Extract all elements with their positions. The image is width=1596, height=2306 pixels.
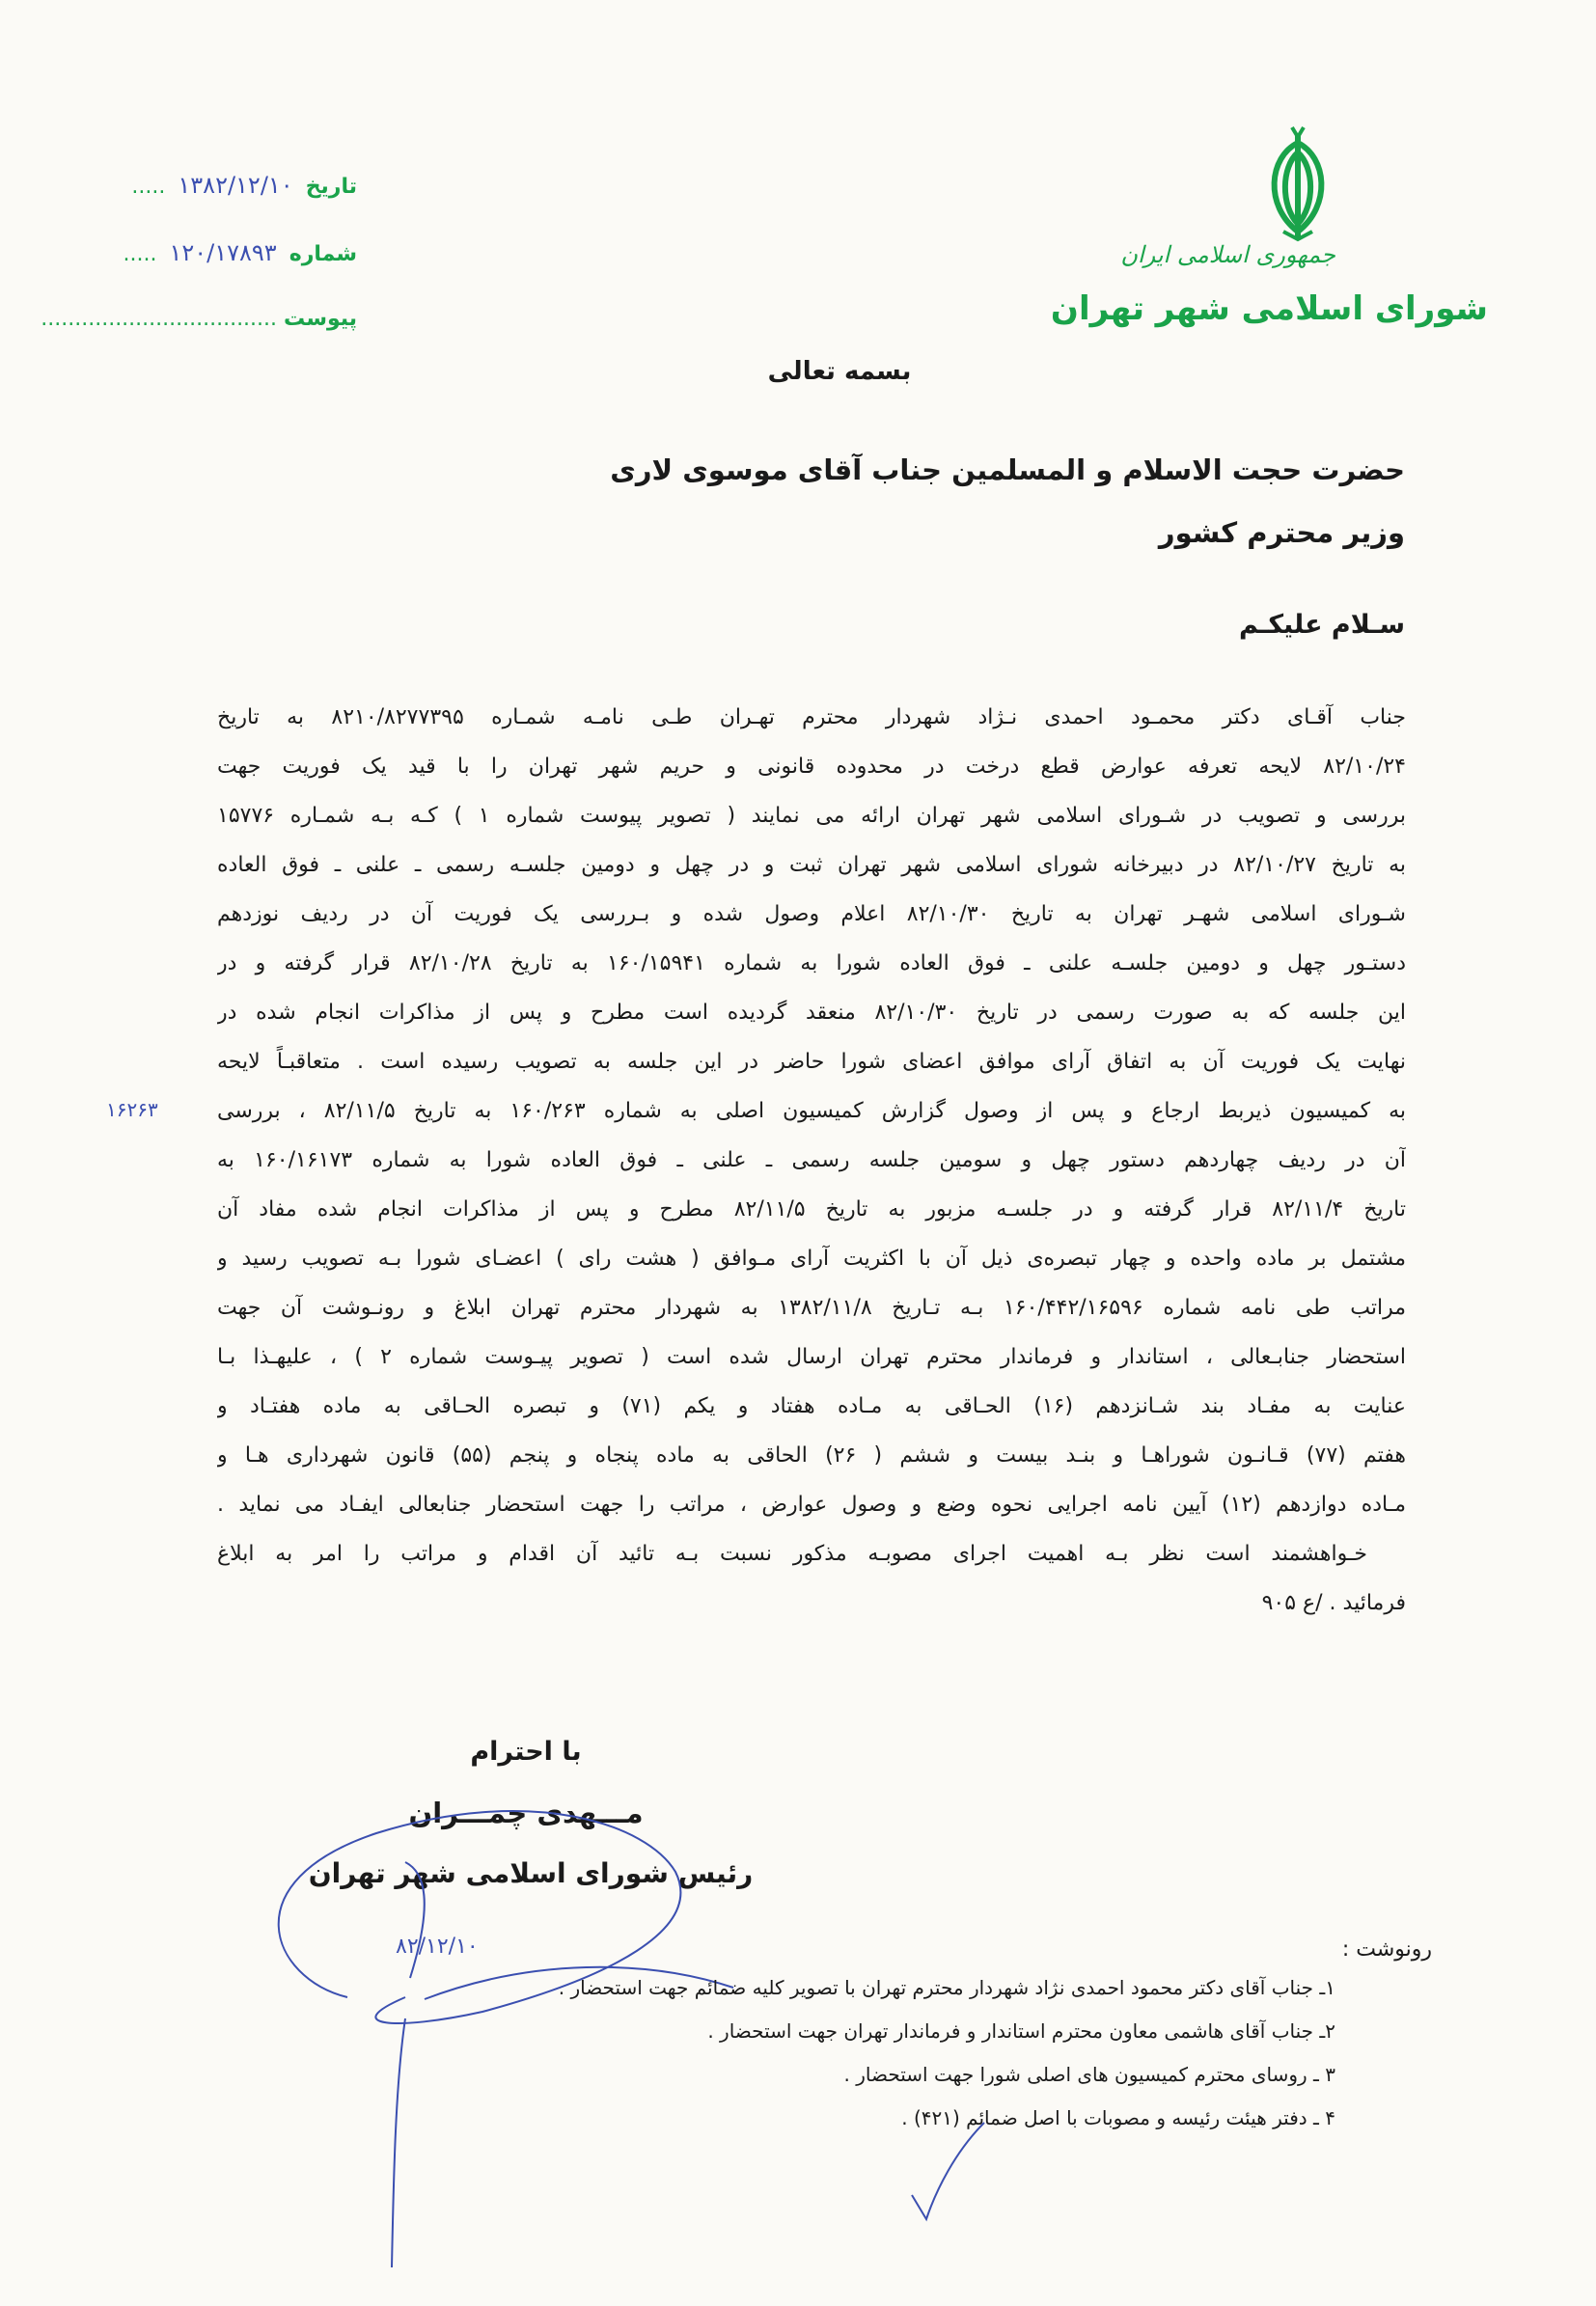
cc-label: رونوشت : <box>1341 1937 1432 1962</box>
body-line: بررسی و تصویب در شـورای اسلامی شهر تهران ارائه می نمایند ( تصویر پیوست شماره ۱ ) کـه بـه شمـاره ۱۵۷۷۶ <box>217 804 1406 828</box>
cc-item: ۳ ـ روسای محترم کمیسیون های اصلی شورا جهت استحضار . <box>843 2063 1335 2086</box>
body-line: دستـور چهل و دومین جلسـه علنی ـ فوق العاده شورا به شماره ۱۶۰/۱۵۹۴۱ به تاریخ ۸۲/۱۰/۲۸ قرار گرفته و در <box>217 951 1406 975</box>
attachment-field <box>41 307 357 331</box>
body-line: ۸۲/۱۰/۲۴ لایحه تعرفه عوارض قطع درخت در محدوده قانونی و حریم شهر تهران را با قید یک فوریت جهت <box>217 755 1406 779</box>
body-line: این جلسه که به صورت رسمی در تاریخ ۸۲/۱۰/۳۰ منعقد گردیده است مطرح و پس از مذاکرات انجام شده در <box>217 1001 1406 1025</box>
letter-body <box>217 693 1406 1628</box>
body-line: نهایت یک فوریت آن به اتفاق آرای موافق اعضای شورا حاضر در این جلسه به تصویب رسیده است . متعاقبـاً لایحه <box>217 1050 1406 1074</box>
number-field <box>124 239 357 266</box>
body-line: تاریخ ۸۲/۱۱/۴ قرار گرفته و در جلسـه مزبور به تاریخ ۸۲/۱۱/۵ مطرح و پس از مذاکرات انجام شده مفاد آن <box>217 1197 1406 1222</box>
date-value: ۱۳۸۲/۱۲/۱۰ <box>178 172 293 199</box>
addressee-line1: حضرت حجت الاسلام و المسلمین جناب آقای موسوی لاری <box>610 453 1405 486</box>
body-line: به تاریخ ۸۲/۱۰/۲۷ در دبیرخانه شورای اسلامی شهر تهران ثبت و در چهل و دومین جلسـه رسمی ـ علنی ـ فوق العاده <box>217 853 1406 877</box>
iran-emblem-icon <box>1250 124 1346 244</box>
body-line: شـورای اسلامی شهـر تهران به تاریخ ۸۲/۱۰/۳۰ اعلام وصول شده و بـررسی یک فوریت آن در ردیف نوزدهم <box>217 902 1406 926</box>
body-line: هفتم (۷۷) قـانـون شوراهـا و بنـد بیست و ششم ( ۲۶) الحاقی به ماده پنجاه و پنجم (۵۵) قانون شهرداری هـا و <box>217 1443 1406 1468</box>
greeting: سـلام علیکـم <box>1238 610 1405 640</box>
date-field <box>131 172 357 199</box>
body-line: مشتمل بر ماده واحده و چهار تبصره‌ی ذیل آن با اکثریت آرای مـوافق ( هشت رای ) اعضـای شورا بـه تصویب رسید و <box>217 1247 1406 1271</box>
cc-item: ۴ ـ دفتر هیئت رئیسه و مصوبات با اصل ضمائم (۴۲۱) . <box>901 2106 1335 2129</box>
body-line: استحضار جنابـعالی ، استاندار و فرماندار محترم تهران ارسال شده است ( تصویر پیـوست شماره ۲ ) ، علیهـذا بـا <box>217 1345 1406 1369</box>
body-line: آن در ردیف چهاردهم دستور چهل و سومین جلسه رسمی ـ علنی ـ فوق العاده شورا به شماره ۱۶۰/۱۶۱۷۳ به <box>217 1148 1406 1172</box>
addressee-line2: وزیر محترم کشور <box>1158 516 1405 549</box>
organization-name: شورای اسلامی شهر تهران <box>1050 289 1488 328</box>
emblem-caption: جمهوری اسلامی ایران <box>1120 241 1335 268</box>
number-value: ۱۲۰/۱۷۸۹۳ <box>169 239 277 266</box>
body-line: جناب آقـای دکتر محمـود احمدی نـژاد شهردار محترم تهـران طـی نامـه شمـاره ۸۲۱۰/۸۲۷۷۳۹۵ به تاریخ <box>217 705 1406 729</box>
body-line: خـواهشمند است نظر بـه اهمیت اجرای مصوبـه مذکور نسبت بـه تائید آن اقدام و مراتب را امر به ابلاغ <box>217 1542 1367 1566</box>
closing: با احترام <box>470 1737 582 1767</box>
handwritten-note: ۱۶۲۶۳ <box>106 1098 158 1121</box>
cc-item: ۲ـ جناب آقای هاشمی معاون محترم استاندار و فرماندار تهران جهت استحضار . <box>707 2019 1335 2043</box>
attachment-label: پیوست <box>284 307 357 331</box>
date-dots: ..... <box>131 175 166 199</box>
number-label: شماره <box>289 242 357 266</box>
invocation: بسمه تعالی <box>767 357 912 386</box>
cc-item: ۱ـ جناب آقای دکتر محمود احمدی نژاد شهردار محترم تهران با تصویر کلیه ضمائم جهت استحضار . <box>558 1976 1335 1999</box>
body-line: به کمیسیون ذیربط ارجاع و پس از وصول گزارش کمیسیون اصلی به شماره ۱۶۰/۲۶۳ به تاریخ ۸۲/۱۱/۵ ، بررسی <box>217 1099 1406 1123</box>
date-label: تاریخ <box>305 175 357 199</box>
body-line: مـاده دوازدهم (۱۲) آیین نامه اجرایی نحوه وضع و وصول عوارض ، مراتب را جهت استحضار جنابعالی ایفـاد می نماید . <box>217 1493 1406 1517</box>
body-line: عنایت به مفـاد بند شـانزدهم (۱۶) الحـاقی به مـاده هفتاد و یکم (۷۱) و تبصره الحـاقی به ماده هفتـاد و <box>217 1394 1406 1418</box>
number-dots: ..... <box>123 242 157 266</box>
body-line: مراتب طی نامه شماره ۱۶۰/۴۴۲/۱۶۵۹۶ بـه تـاریخ ۱۳۸۲/۱۱/۸ به شهردار محترم تهران ابلاغ و رونـوشت آن جهت <box>217 1296 1406 1320</box>
body-line: فرمائید . /ع ۹۰۵ <box>1261 1591 1406 1615</box>
attachment-dots: ................................... <box>41 307 278 331</box>
signatory-title: رئیس شورای اسلامی شهر تهران <box>308 1857 754 1889</box>
signatory-name: مـــهدی چمـــران <box>408 1797 644 1829</box>
signature-date: ۸۲/۱۲/۱۰ <box>396 1935 479 1959</box>
